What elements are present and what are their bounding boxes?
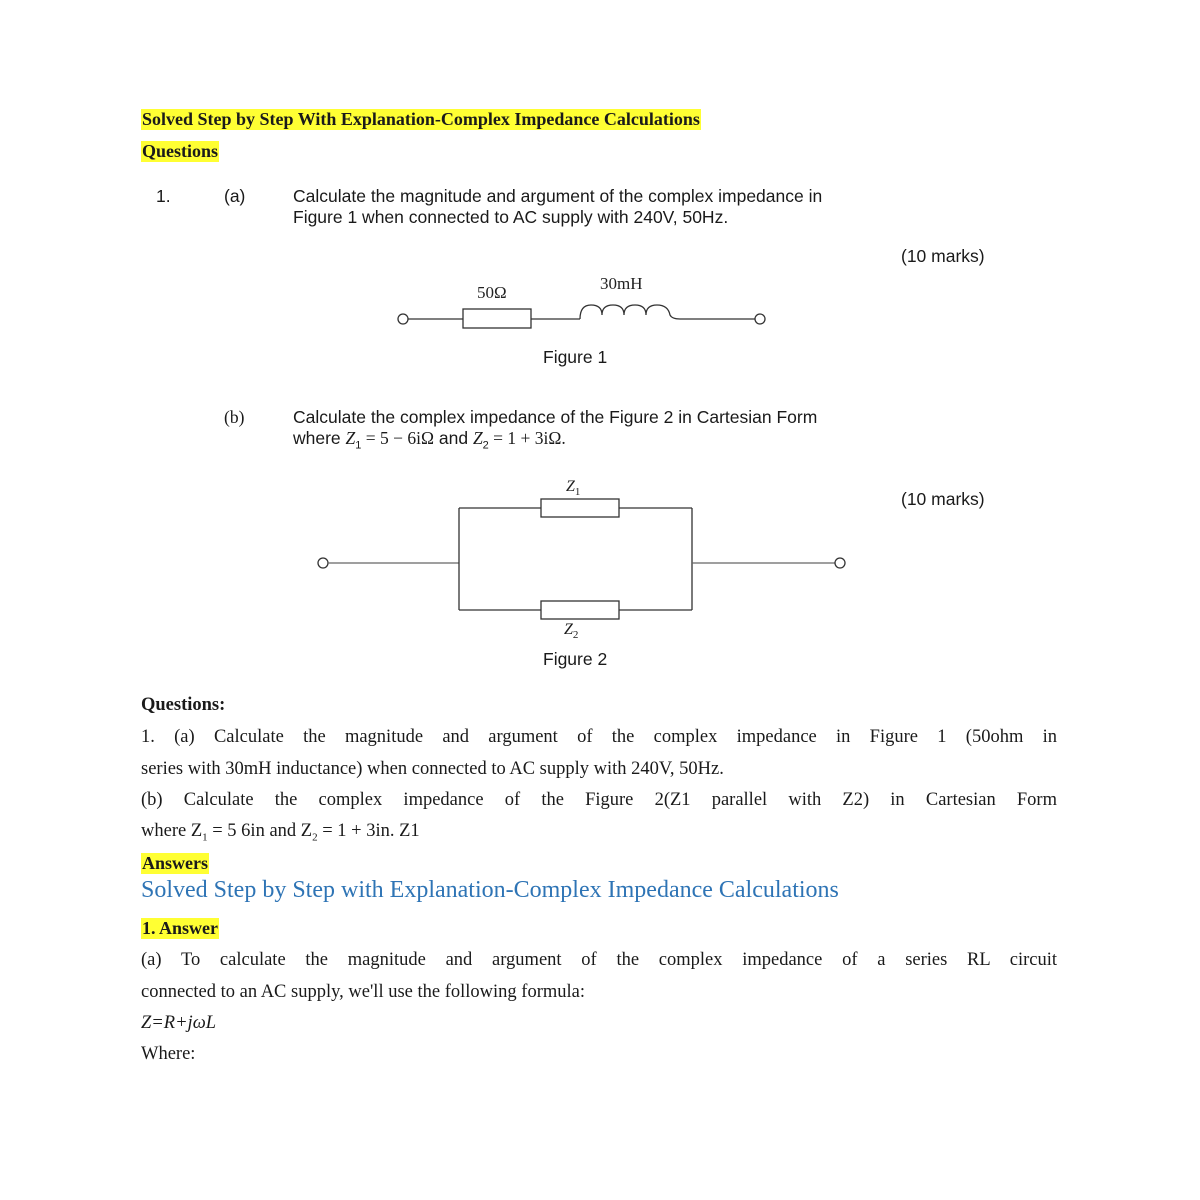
answer1-label: 1. Answer — [142, 918, 218, 938]
answers-label: Answers — [142, 853, 208, 873]
figure2-circuit — [300, 470, 860, 630]
terminal-left-icon — [398, 314, 408, 324]
inductor-label: 30mH — [600, 274, 643, 293]
q1a-text-line1: Calculate the magnitude and argument of the complex impedance in — [293, 186, 823, 206]
q1a-text-line2: Figure 1 when connected to AC supply with 240V, 50Hz. — [293, 207, 729, 227]
figure2-caption: Figure 2 — [543, 649, 608, 669]
q1a-marks: (10 marks) — [901, 246, 985, 266]
figure1-caption: Figure 1 — [543, 347, 608, 367]
z2-label: $Z_2$ — [564, 621, 579, 642]
question-number: 1. — [156, 186, 171, 206]
resistor-icon — [463, 309, 531, 328]
terminal-right-icon — [835, 558, 845, 568]
terminal-left-icon — [318, 558, 328, 568]
q1b-text-line2: where $Z_1 = 5 - 6i\Omega$ and $Z_2 = 1 + 3i\Omega$. — [293, 428, 566, 452]
q2b-line2: where $Z_1 = 5$ 6in and $Z_2 = 1 + 3in$. Z1 — [141, 821, 420, 844]
resistor-label: 50Ω — [477, 283, 507, 302]
questions-heading: Questions: — [141, 695, 226, 715]
answer1a-line2: connected to an AC supply, we'll use the following formula: — [141, 982, 585, 1002]
q2b-line1: (b) Calculate the complex impedance of the Figure 2(Z1 parallel with Z2) in Cartesian Form — [141, 790, 1057, 810]
where-label: Where: — [141, 1044, 196, 1064]
q1b-marks: (10 marks) — [901, 489, 985, 509]
q2a-line1: 1. (a) Calculate the magnitude and argument of the complex impedance in Figure 1 (50ohm in — [141, 727, 1057, 747]
impedance-z2-icon — [541, 601, 619, 619]
answer1a-line1: (a) To calculate the magnitude and argument of the complex impedance of a series RL circuit — [141, 950, 1057, 970]
impedance-z1-icon — [541, 499, 619, 517]
question-part-a: (a) — [224, 186, 246, 206]
terminal-right-icon — [755, 314, 765, 324]
q1b-text-line1: Calculate the complex impedance of the Figure 2 in Cartesian Form — [293, 407, 818, 427]
inductor-icon — [580, 305, 680, 319]
answers-section-title: Solved Step by Step with Explanation-Complex Impedance Calculations — [141, 877, 839, 903]
document-title: Solved Step by Step With Explanation-Complex Impedance Calculations — [142, 109, 700, 129]
question-part-b: (b) — [224, 407, 245, 427]
impedance-formula: Z=R+jωL — [141, 1013, 217, 1033]
q2a-line2: series with 30mH inductance) when connected to AC supply with 240V, 50Hz. — [141, 759, 724, 779]
z1-label: $Z_1$ — [566, 478, 581, 498]
questions-label: Questions — [142, 141, 219, 161]
